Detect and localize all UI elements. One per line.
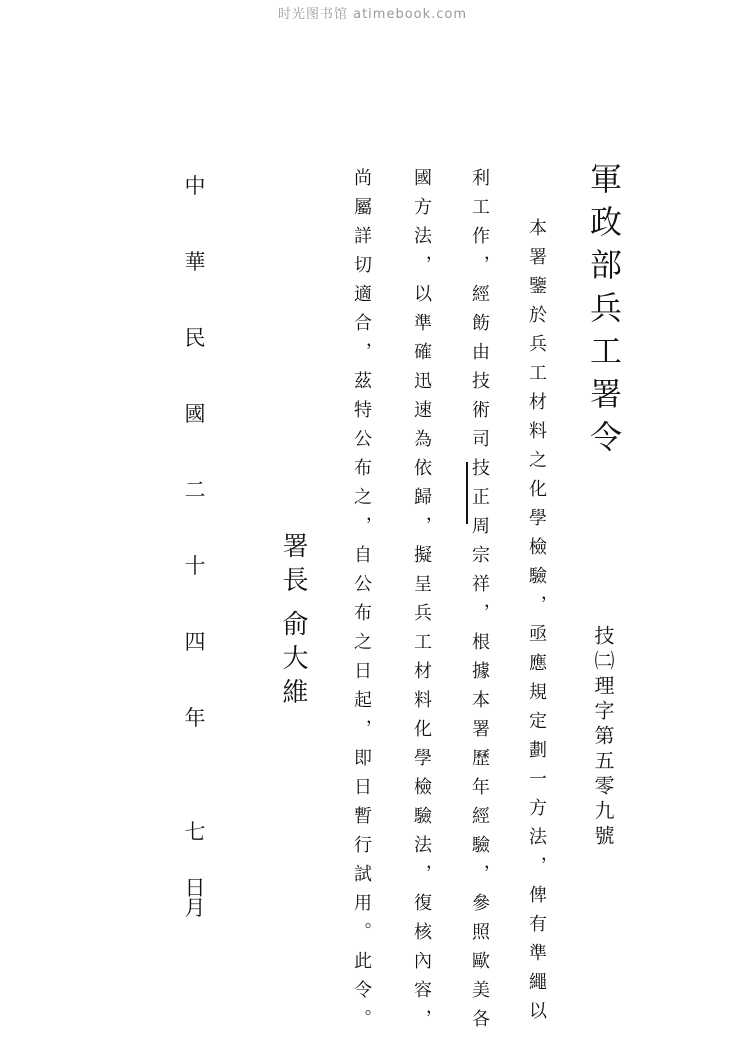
date-era-char: 民: [184, 326, 206, 350]
date-day-char: 日: [184, 876, 206, 900]
date-year-char: 十: [184, 554, 206, 578]
document-number: 技㈡理字第五零九號: [591, 625, 615, 850]
signer-name: 俞大維: [278, 610, 308, 712]
date-era-char: 中: [184, 174, 206, 198]
body-text-column-4: 尚屬詳切適合，茲特公布之，自公布之日起，即日暫行試用。此令。: [351, 168, 372, 1038]
body-text-column-2: 利工作，經飭由技術司技正周宗祥，根據本署歷年經驗，參照歐美各: [469, 168, 490, 1038]
document-title: 軍政部兵工署令: [585, 162, 623, 463]
date-month-char: 七: [184, 820, 206, 844]
date-era-char: 國: [184, 402, 206, 426]
signature-block: [280, 532, 306, 712]
date-year-char: 二: [184, 478, 206, 502]
date-year-char: 年: [184, 706, 206, 730]
date-year-char: 四: [184, 630, 206, 654]
name-bracket-mark: [466, 462, 468, 524]
body-text-column-3: 國方法，以準確迅速為依歸，擬呈兵工材料化學檢驗法，復核內容，: [411, 168, 432, 1038]
date-era-char: 華: [184, 250, 206, 274]
body-text-column-1: 本署鑒於兵工材料之化學檢驗，亟應規定劃一方法，俾有準繩以: [526, 218, 547, 1030]
signer-role: 署長: [278, 532, 308, 600]
date-month-char: 月: [184, 896, 206, 920]
watermark: 时光图书馆 atimebook.com: [277, 7, 468, 22]
date-line: [180, 174, 210, 920]
